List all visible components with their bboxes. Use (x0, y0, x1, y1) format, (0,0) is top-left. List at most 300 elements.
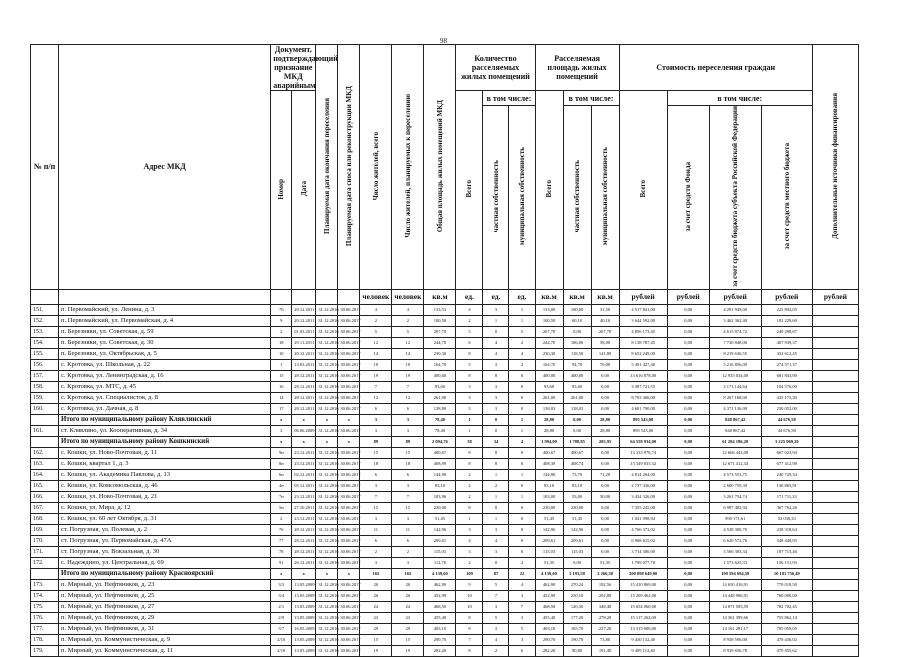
cell-cost-fund: 0,00 (667, 634, 709, 645)
cell-cost-local: 225 892,05 (761, 304, 812, 315)
cell-address: п. Березняки, ул. Советская, д. 59 (59, 326, 271, 337)
cell-total-area: 83,10 (424, 480, 456, 491)
cell-planned-completion: 31.12.2016 (316, 502, 338, 513)
cell-area-private: 118,50 (563, 348, 591, 359)
cell-area-total: 462,90 (535, 579, 563, 590)
cell-doc-date: 29.11.2011 (292, 337, 316, 348)
cell-doc-number: 7н (271, 491, 292, 502)
cell-address: п. Первомайский, ул. Первомайская, д. 4 (59, 315, 271, 326)
cell-cost-total: 3 387 721,55 (619, 381, 667, 392)
cell-doc-number: 17 (271, 403, 292, 414)
cell-planned-completion: 31.12.2016 (316, 458, 338, 469)
cell-address: ст. Клявлино, ул. Кооперативная, д. 34 (59, 425, 271, 436)
cell-residents-planned: 165 (392, 568, 424, 579)
header-rooms-municipal: муниципальная собственность (517, 147, 526, 246)
cell-total-area: 100,50 (424, 315, 456, 326)
cell-residents-total: 3 (360, 557, 392, 568)
cell-residents-planned: 12 (392, 392, 424, 403)
cell-cost-fund: 0,00 (667, 590, 709, 601)
cell-row-number: 170. (31, 535, 59, 546)
cell-address: с. Кошки, ул. Комсомольская, д. 46 (59, 480, 271, 491)
cell-planned-demolition: 30.06.2017 (338, 524, 360, 535)
cell-planned-demolition: 30.06.2017 (338, 425, 360, 436)
cell-area-total: 230,30 (535, 348, 563, 359)
cell-residents-planned: 3 (392, 425, 424, 436)
cell-total-area: 400,67 (424, 447, 456, 458)
cell-residents-total: 3 (360, 513, 392, 524)
cell-total-area: 93,60 (424, 381, 456, 392)
cell-doc-date: 23.12.2011 (292, 513, 316, 524)
cell-cost-regional: 7 730 848,00 (709, 337, 761, 348)
cell-area-private: 190,70 (563, 634, 591, 645)
cell-cost-regional: 4 615 874,72 (709, 326, 761, 337)
cell-total-area: 455,40 (424, 612, 456, 623)
cell-address: с. Кротовка, ул. Дачная, д. 8 (59, 403, 271, 414)
cell-address: п. Мирный, ул. Коммунистическая, д. 9 (59, 634, 271, 645)
cell-area-total: 28,80 (535, 414, 563, 425)
cell-extra-sources (812, 579, 858, 590)
header-area-including: в том числе: (563, 91, 619, 106)
cell-cost-regional: 61 284 186,20 (709, 436, 761, 447)
cell-area-municipal: 202,89 (591, 590, 619, 601)
cell-planned-completion: 31.12.2016 (316, 513, 338, 524)
cell-row-number: 153. (31, 326, 59, 337)
cell-rooms-private: 8 (483, 447, 509, 458)
unit-cost-regional: рублей (709, 289, 761, 304)
cell-cost-regional: 14 871 505,59 (709, 601, 761, 612)
cell-cost-total: 8 652 249,00 (619, 348, 667, 359)
cell-area-total: 115,03 (535, 546, 563, 557)
cell-cost-local: 10 181 756,49 (761, 568, 812, 579)
cell-planned-demolition: 30.06.2017 (338, 513, 360, 524)
header-rooms-total: Всего (465, 180, 474, 198)
cell-address: п. Мирный, ул. Нефтяников, д. 23 (59, 579, 271, 590)
unit-area-municipal: кв.м (591, 289, 619, 304)
cell-doc-number: 3/4 (271, 590, 292, 601)
cell-area-total: 207,70 (535, 326, 563, 337)
cell-planned-completion: 31.12.2016 (316, 557, 338, 568)
cell-total-area: 403,10 (424, 623, 456, 634)
cell-area-private: 100,00 (563, 304, 591, 315)
cell-area-total: 142,96 (535, 524, 563, 535)
table-row (31, 337, 859, 348)
cell-rooms-total: 10 (456, 590, 483, 601)
cell-cost-local: 367 762,26 (761, 502, 812, 513)
cell-residents-total: 24 (360, 601, 392, 612)
cell-cost-regional: 3 261 754,74 (709, 491, 761, 502)
cell-cost-total: 13 315 000,00 (619, 623, 667, 634)
cell-area-municipal: 191,40 (591, 645, 619, 656)
cell-total-area: 207,70 (424, 326, 456, 337)
table-row (31, 557, 859, 568)
cell-planned-completion: 31.12.2016 (316, 348, 338, 359)
cell-cost-regional: 12 935 034,00 (709, 370, 761, 381)
cell-area-private: 93,60 (563, 381, 591, 392)
cell-rooms-total: 8 (456, 645, 483, 656)
cell-total-area: 51,45 (424, 513, 456, 524)
cell-planned-demolition: x (338, 436, 360, 447)
cell-cost-fund: 0,00 (667, 513, 709, 524)
cell-rooms-total: 6 (456, 337, 483, 348)
cell-planned-completion: 31.12.2016 (316, 480, 338, 491)
cell-area-municipal: 0,00 (591, 403, 619, 414)
cell-row-number: 151. (31, 304, 59, 315)
cell-rooms-total: 8 (456, 348, 483, 359)
header-address: Адрес МКД (59, 45, 271, 290)
cell-extra-sources (812, 568, 858, 579)
cell-cost-total: 3 644 592,00 (619, 315, 667, 326)
cell-area-municipal: 0,00 (591, 480, 619, 491)
unit-total-area: кв.м (424, 289, 456, 304)
cell-planned-completion: x (316, 414, 338, 425)
cell-doc-number: x (271, 568, 292, 579)
cell-area-private: 186,00 (563, 337, 591, 348)
cell-residents-total: 20 (360, 579, 392, 590)
cell-cost-regional: 14 650 416,91 (709, 579, 761, 590)
cell-residents-total: 5 (360, 326, 392, 337)
cell-residents-planned: 15 (392, 502, 424, 513)
cell-address: ст. Погрузная, ул. Первомайская, д. 47А (59, 535, 271, 546)
cell-cost-local: 760 000,00 (761, 590, 812, 601)
cell-rooms-total: 4 (456, 535, 483, 546)
cell-doc-date: 28.12.2011 (292, 546, 316, 557)
table-row (31, 491, 859, 502)
table-row (31, 502, 859, 513)
cell-residents-planned: 3 (392, 480, 424, 491)
cell-row-number: 175. (31, 601, 59, 612)
unit-rooms-private: ед. (483, 289, 509, 304)
cell-address: с. Кротовка, ул. МТС, д. 45 (59, 381, 271, 392)
cell-address: с. Надеждино, ул. Центральная, д. 69 (59, 557, 271, 568)
cell-rooms-municipal: 2 (509, 359, 535, 370)
cell-planned-completion: 31.12.2016 (316, 645, 338, 656)
cell-rooms-private: 0 (483, 326, 509, 337)
cell-residents-planned: 20 (392, 579, 424, 590)
cell-area-municipal: 0,00 (591, 524, 619, 535)
cell-residents-planned: 3 (392, 414, 424, 425)
cell-address: п. Березняки, ул. Октябрьская, д. 5 (59, 348, 271, 359)
cell-extra-sources (812, 612, 858, 623)
cell-residents-total: 4 (360, 304, 392, 315)
cell-residents-total: 7 (360, 381, 392, 392)
cell-doc-number: 14 (271, 392, 292, 403)
cell-rooms-municipal: 0 (509, 546, 535, 557)
cell-rooms-total: 5 (456, 359, 483, 370)
cell-rooms-municipal: 5 (509, 623, 535, 634)
cell-cost-local: 44 676,58 (761, 414, 812, 425)
cell-area-municipal: 0,00 (591, 513, 619, 524)
cell-rooms-total: 4 (456, 304, 483, 315)
cell-doc-number: 10 (271, 348, 292, 359)
header-doc-date: Дата (299, 181, 308, 197)
cell-cost-regional: 6 620 572,76 (709, 535, 761, 546)
cell-rooms-municipal: 2 (509, 557, 535, 568)
cell-residents-planned: 5 (392, 326, 424, 337)
cell-cost-fund: 0,00 (667, 359, 709, 370)
cell-cost-local: 470 436,02 (761, 634, 812, 645)
cell-rooms-total: 8 (456, 612, 483, 623)
cell-area-private: 261,00 (563, 392, 591, 403)
cell-total-area: 142,96 (424, 524, 456, 535)
cell-row-number: 155. (31, 348, 59, 359)
cell-row-number: 171. (31, 546, 59, 557)
table-body (31, 304, 859, 656)
subtotal-row (31, 436, 859, 447)
cell-extra-sources (812, 623, 858, 634)
cell-cost-local: 156 151,93 (761, 557, 812, 568)
cell-area-total: 468,50 (535, 601, 563, 612)
cell-rooms-private: 3 (483, 359, 509, 370)
cell-area-total: 403,10 (535, 623, 563, 634)
cell-area-total: 282,20 (535, 645, 563, 656)
cell-cost-fund: 0,00 (667, 645, 709, 656)
cell-area-private: 142,96 (563, 524, 591, 535)
cell-row-number: 165. (31, 480, 59, 491)
cell-rooms-total: 8 (456, 623, 483, 634)
cell-total-area: 290,70 (424, 634, 456, 645)
header-cost-fund: за счет средств Фонда (684, 161, 693, 232)
cell-address: с. Кошки, ул. Ново-Почтовая, д. 21 (59, 491, 271, 502)
cell-doc-number: 9 (271, 315, 292, 326)
cell-rooms-private: 3 (483, 601, 509, 612)
cell-cost-total: 8 703 366,00 (619, 392, 667, 403)
cell-area-municipal: 70,00 (591, 359, 619, 370)
cell-planned-completion: 31.12.2016 (316, 524, 338, 535)
cell-row-number: 154. (31, 337, 59, 348)
cell-planned-completion: 31.12.2016 (316, 370, 338, 381)
cell-rooms-private: 3 (483, 304, 509, 315)
cell-row-number (31, 436, 59, 447)
cell-area-total: 83,10 (535, 480, 563, 491)
cell-residents-total: 89 (360, 436, 392, 447)
cell-extra-sources (812, 557, 858, 568)
cell-cost-total: 200 098 649,00 (619, 568, 667, 579)
cell-doc-number: 2/9 (271, 612, 292, 623)
cell-address: п. Мирный, ул. Нефтяников, д. 25 (59, 590, 271, 601)
cell-rooms-municipal: 3 (509, 612, 535, 623)
cell-planned-demolition: x (338, 568, 360, 579)
header-row-number: № п/п (31, 45, 59, 290)
cell-residents-total: 165 (360, 568, 392, 579)
cell-residents-planned: 7 (392, 491, 424, 502)
unit-rooms-total: ед. (456, 289, 483, 304)
unit-rooms-municipal: ед. (509, 289, 535, 304)
cell-planned-completion: 31.12.2016 (316, 491, 338, 502)
cell-doc-date: 02.12.2011 (292, 469, 316, 480)
cell-area-municipal: 40,10 (591, 315, 619, 326)
cell-rooms-private: 1 (483, 513, 509, 524)
cell-doc-date: 23.12.2011 (292, 458, 316, 469)
cell-residents-total: 11 (360, 524, 392, 535)
cell-rooms-total: 3 (456, 546, 483, 557)
cell-doc-date: 20.12.2011 (292, 315, 316, 326)
cell-doc-number: 78 (271, 546, 292, 557)
cell-area-total: 4 139,60 (535, 568, 563, 579)
cell-area-municipal: 0,00 (591, 447, 619, 458)
cell-planned-demolition: 30.06.2017 (338, 612, 360, 623)
cell-doc-date: 16.05.2009 (292, 623, 316, 634)
cell-doc-date: 13.03.2011 (292, 359, 316, 370)
cell-row-number: 160. (31, 403, 59, 414)
cell-row-number: 157. (31, 370, 59, 381)
cell-planned-demolition: 30.06.2017 (338, 370, 360, 381)
cell-total-area: 164,70 (424, 359, 456, 370)
cell-total-area: 282,20 (424, 645, 456, 656)
cell-rooms-municipal: 5 (509, 326, 535, 337)
cell-rooms-municipal: 0 (509, 447, 535, 458)
cell-row-number: 162. (31, 447, 59, 458)
cell-area-private: 408,74 (563, 458, 591, 469)
cell-planned-demolition: 30.06.2017 (338, 348, 360, 359)
cell-rooms-municipal: 4 (509, 436, 535, 447)
cell-planned-demolition: 30.06.2017 (338, 447, 360, 458)
cell-area-private: 400,67 (563, 447, 591, 458)
cell-total-area: 468,50 (424, 601, 456, 612)
cell-cost-local: 230 052,00 (761, 403, 812, 414)
cell-rooms-total: 3 (456, 403, 483, 414)
cell-address: п. Мирный, ул. Нефтяников, д. 27 (59, 601, 271, 612)
cell-rooms-municipal: 0 (509, 480, 535, 491)
cell-cost-total: 15 117 262,00 (619, 612, 667, 623)
cell-doc-date: 23.12.2011 (292, 447, 316, 458)
table-row (31, 304, 859, 315)
table-row (31, 546, 859, 557)
cell-cost-local: 667 023,94 (761, 447, 812, 458)
cell-area-private: 250,10 (563, 590, 591, 601)
cell-rooms-total: 2 (456, 469, 483, 480)
cell-cost-total: 13 616 878,00 (619, 370, 667, 381)
cell-area-municipal: 278,20 (591, 612, 619, 623)
cell-cost-local: 274 571,37 (761, 359, 812, 370)
cell-rooms-municipal: 0 (509, 392, 535, 403)
cell-area-private: 73,70 (563, 469, 591, 480)
cell-rooms-total: 2 (456, 315, 483, 326)
cell-residents-planned: 3 (392, 557, 424, 568)
cell-doc-date: 20.12.2011 (292, 304, 316, 315)
cell-area-private: 115,03 (563, 546, 591, 557)
cell-address: п. Березняки, ул. Советская, д. 30 (59, 337, 271, 348)
cell-cost-local: 44 676,58 (761, 425, 812, 436)
cell-area-total: 138,03 (535, 403, 563, 414)
cell-area-total: 408,39 (535, 458, 563, 469)
cell-planned-demolition: 30.06.2017 (338, 337, 360, 348)
cell-area-private: 51,45 (563, 513, 591, 524)
table-row (31, 645, 859, 656)
cell-area-total: 51,45 (535, 513, 563, 524)
cell-planned-completion: 31.12.2016 (316, 447, 338, 458)
cell-address: п. Мирный, ул. Коммунистическая, д. 11 (59, 645, 271, 656)
cell-doc-date: 13.05.2009 (292, 645, 316, 656)
cell-cost-regional: 14 448 986,91 (709, 590, 761, 601)
cell-doc-date: 23.12.2011 (292, 491, 316, 502)
cell-rooms-private: 0 (483, 425, 509, 436)
cell-cost-regional: 4 573 553,75 (709, 469, 761, 480)
cell-cost-regional: 4 528 300,70 (709, 524, 761, 535)
cell-cost-total: 1 709 077,70 (619, 557, 667, 568)
cell-planned-demolition: x (338, 414, 360, 425)
cell-rooms-private: 4 (483, 348, 509, 359)
cell-cost-total: 8 138 787,45 (619, 337, 667, 348)
cell-cost-fund: 0,00 (667, 535, 709, 546)
cell-area-total: 290,70 (535, 634, 563, 645)
cell-planned-demolition: 30.06.2017 (338, 546, 360, 557)
cell-residents-total: 23 (360, 612, 392, 623)
cell-doc-number: x (271, 436, 292, 447)
cell-planned-completion: 31.12.2016 (316, 623, 338, 634)
cell-planned-demolition: 30.06.2017 (338, 469, 360, 480)
cell-cost-fund: 0,00 (667, 447, 709, 458)
subtotal-row (31, 568, 859, 579)
cell-rooms-municipal: 3 (509, 590, 535, 601)
cell-total-area: 78,40 (424, 425, 456, 436)
cell-doc-number: 2/10 (271, 645, 292, 656)
cell-area-private: 165,70 (563, 623, 591, 634)
cell-row-number: 169. (31, 524, 59, 535)
cell-area-private: 209,61 (563, 535, 591, 546)
cell-extra-sources (812, 337, 858, 348)
cell-cost-fund: 0,00 (667, 579, 709, 590)
cell-residents-planned: 15 (392, 634, 424, 645)
table-row (31, 381, 859, 392)
cell-doc-number: 3 (271, 425, 292, 436)
cell-planned-completion: 31.12.2016 (316, 326, 338, 337)
table-row (31, 513, 859, 524)
cell-area-total: 209,61 (535, 535, 563, 546)
cell-extra-sources (812, 436, 858, 447)
cell-doc-number: x (271, 414, 292, 425)
cell-extra-sources (812, 590, 858, 601)
header-area-total: Всего (545, 180, 554, 198)
cell-area-total: 133,00 (535, 304, 563, 315)
cell-rooms-municipal: 4 (509, 348, 535, 359)
cell-cost-regional: 190 594 694,58 (709, 568, 761, 579)
cell-residents-planned: 19 (392, 645, 424, 656)
cell-doc-number: 18 (271, 337, 292, 348)
cell-total-area: 244,70 (424, 337, 456, 348)
cell-cost-regional: 14 361 399,66 (709, 612, 761, 623)
cell-total-area: 452,99 (424, 590, 456, 601)
cell-address: с. Кошки, ул. Ново-Почтовая, д. 11 (59, 447, 271, 458)
cell-planned-completion: 31.12.2016 (316, 337, 338, 348)
cell-doc-date: 28.12.2011 (292, 535, 316, 546)
cell-planned-demolition: 30.06.2017 (338, 535, 360, 546)
cell-planned-completion: 31.12.2016 (316, 546, 338, 557)
cell-rooms-total: 2 (456, 480, 483, 491)
cell-residents-planned: 6 (392, 469, 424, 480)
cell-area-total: 103,00 (535, 491, 563, 502)
cell-cost-regional: 5 216 856,00 (709, 359, 761, 370)
cell-residents-total: 15 (360, 502, 392, 513)
cell-extra-sources (812, 326, 858, 337)
cell-cost-total: 13 349 835,32 (619, 458, 667, 469)
cell-cost-fund: 0,00 (667, 458, 709, 469)
cell-rooms-total: 38 (456, 436, 483, 447)
cell-total-area: 230,30 (424, 348, 456, 359)
cell-doc-date: 06.06.2009 (292, 425, 316, 436)
cell-row-number: 177. (31, 623, 59, 634)
cell-residents-planned: 6 (392, 403, 424, 414)
cell-planned-completion: 31.12.2016 (316, 304, 338, 315)
cell-rooms-municipal: 0 (509, 403, 535, 414)
cell-cost-total: 4 517 841,00 (619, 304, 667, 315)
cell-planned-completion: 31.12.2016 (316, 634, 338, 645)
cell-rooms-total: 1 (456, 414, 483, 425)
cell-cost-local: 785 059,05 (761, 623, 812, 634)
cell-residents-total: 2 (360, 546, 392, 557)
cell-planned-demolition: 30.06.2017 (338, 392, 360, 403)
cell-area-municipal: 71,20 (591, 469, 619, 480)
table-row (31, 469, 859, 480)
